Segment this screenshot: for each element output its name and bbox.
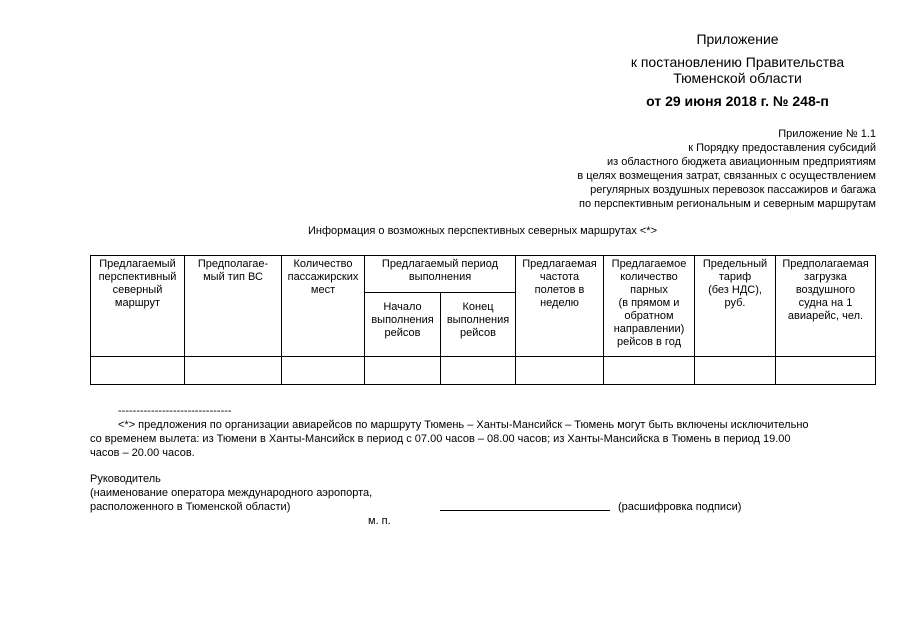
- table-cell: [185, 357, 282, 385]
- header-title: Приложение: [696, 31, 779, 47]
- table-cell: [365, 357, 441, 385]
- col-header-route: Предлагаемый перспективный северный маршрут: [91, 256, 185, 357]
- col-header-load: Предполагаемая загрузка воздушного судна на 1 авиарейс, чел.: [776, 256, 876, 357]
- signature-decode: (расшифровка подписи): [618, 501, 742, 513]
- signature-operator-name: (наименование оператора международного аэропорта,: [90, 487, 373, 499]
- signature-head: Руководитель: [90, 473, 161, 485]
- col-header-tariff: Предельный тариф (без НДС), руб.: [695, 256, 776, 357]
- table-cell: [604, 357, 695, 385]
- footnote-line-3: часов – 20.00 часов.: [90, 447, 195, 459]
- routes-table: [90, 255, 876, 385]
- header-line-2: к постановлению Правительства: [630, 54, 845, 70]
- col-header-period-start: Начало выполнения рейсов: [365, 293, 441, 357]
- table-cell: [91, 357, 185, 385]
- table-cell: [441, 357, 516, 385]
- table-header-row: [91, 256, 876, 293]
- appendix-line-3: в целях возмещения затрат, связанных с осуществлением: [577, 170, 876, 182]
- header-date-line: от 29 июня 2018 г. № 248-п: [646, 93, 829, 109]
- table-cell: [776, 357, 876, 385]
- appendix-line-1: к Порядку предоставления субсидий: [688, 142, 876, 154]
- col-header-aircraft-type: Предполагае- мый тип ВС: [185, 256, 282, 357]
- col-header-period: Предлагаемый период выполнения: [365, 256, 516, 293]
- stamp-place: м. п.: [368, 515, 391, 527]
- table-cell: [282, 357, 365, 385]
- header-line-3: Тюменской области: [673, 70, 802, 86]
- table-caption: Информация о возможных перспективных северных маршрутах <*>: [308, 225, 657, 237]
- footnote-rule: -------------------------------: [118, 405, 232, 417]
- col-header-seats: Количество пассажирских мест: [282, 256, 365, 357]
- signature-operator-location: расположенного в Тюменской области): [90, 501, 291, 513]
- footnote-line-2: со временем вылета: из Тюмени в Ханты-Мансийск в период с 07.00 часов – 08.00 часов; из Ханты-Мансийска в Тюмень в период 19.00: [90, 433, 791, 445]
- footnote-line-1: <*> предложения по организации авиарейсов по маршруту Тюмень – Ханты-Мансийск – Тюмень могут быть включены исключительно: [118, 419, 809, 431]
- appendix-line-4: регулярных воздушных перевозок пассажиров и багажа: [590, 184, 876, 196]
- table-cell: [695, 357, 776, 385]
- appendix-line-5: по перспективным региональным и северным маршрутам: [579, 198, 876, 210]
- col-header-period-end: Конец выполнения рейсов: [441, 293, 516, 357]
- table-row: [91, 357, 876, 385]
- signature-line: [440, 510, 610, 511]
- appendix-number: Приложение № 1.1: [778, 128, 876, 140]
- col-header-flights-per-year: Предлагаемое количество парных (в прямом и обратном направлении) рейсов в год: [604, 256, 695, 357]
- table-cell: [516, 357, 604, 385]
- col-header-frequency: Предлагаемая частота полетов в неделю: [516, 256, 604, 357]
- appendix-line-2: из областного бюджета авиационным предприятиям: [606, 156, 876, 168]
